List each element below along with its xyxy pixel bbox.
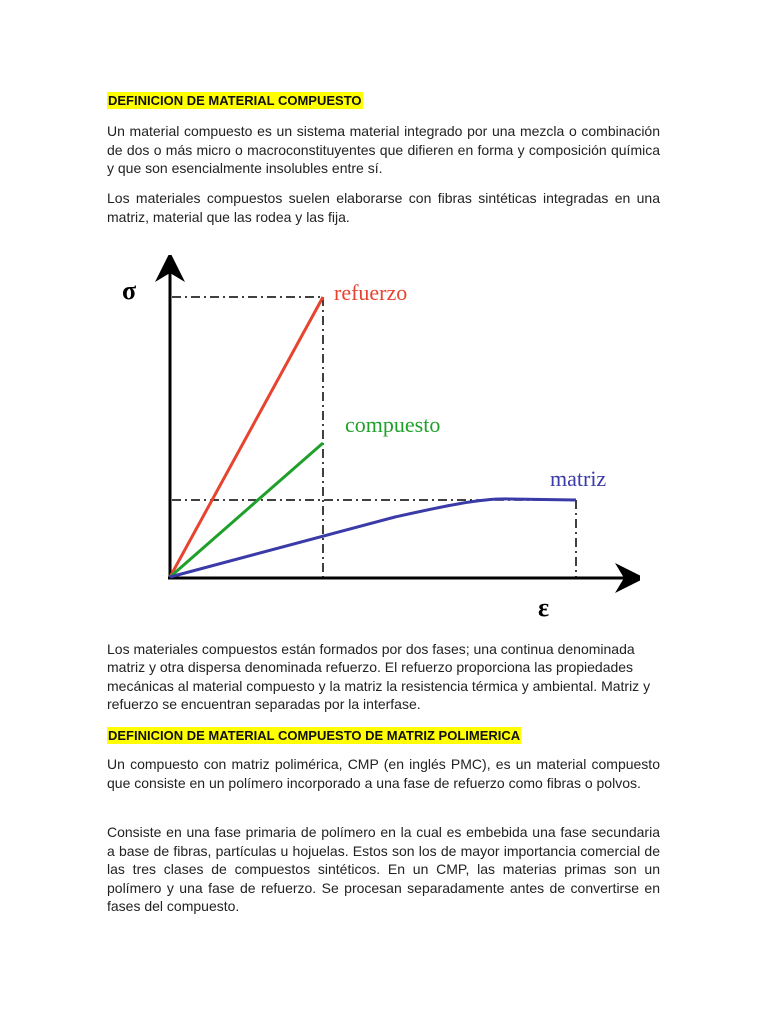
paragraph-fases: Los materiales compuestos están formados por dos fases; una continua denominada matriz y otra dispersa denominada refuerzo. El refuerzo proporciona las propiedades mecánicas al material compuesto y la matriz la resistencia térmica y ambiental. Matriz y refuerzo se encuentran separadas por la interfase. — [107, 641, 651, 713]
label-matriz: matriz — [550, 466, 607, 491]
label-compuesto: compuesto — [345, 412, 441, 437]
paragraph-fibras: Los materiales compuestos suelen elaborarse con fibras sintéticas integradas en una matriz, material que las rodea y las fija. — [107, 190, 660, 225]
reference-lines — [172, 297, 576, 577]
paragraph-definition: Un material compuesto es un sistema material integrado por una mezcla o combinación de dos o más micro o macroconstituyentes que difieren en forma y composición química y que son esencialmente insolubles entre sí. — [107, 123, 660, 177]
section-heading-matriz-polimerica: DEFINICION DE MATERIAL COMPUESTO DE MATRIZ POLIMERICA — [108, 728, 521, 743]
stress-strain-diagram — [110, 255, 640, 625]
label-refuerzo: refuerzo — [334, 280, 408, 305]
paragraph-cmp-definition: Un compuesto con matriz polimérica, CMP (en inglés PMC), es un material compuesto que consiste en un polímero incorporado a una fase de refuerzo como fibras o polvos. — [107, 756, 660, 791]
curve-matriz — [170, 499, 576, 577]
paragraph-cmp-description: Consiste en una fase primaria de polímero en la cual es embebida una fase secundaria a base de fibras, partículas u hojuelas. Estos son los de mayor importancia comercial de las tres clases de compuestos sintéticos. En un CMP, las materias primas son un polímero y una fase de refuerzo. Se procesan separadamente antes de convertirse en fases del compuesto. — [107, 824, 660, 915]
curve-refuerzo — [170, 297, 323, 577]
section-heading-material-compuesto: DEFINICION DE MATERIAL COMPUESTO — [108, 93, 362, 108]
sigma-symbol: σ — [122, 276, 137, 305]
epsilon-symbol: ε — [538, 593, 550, 622]
